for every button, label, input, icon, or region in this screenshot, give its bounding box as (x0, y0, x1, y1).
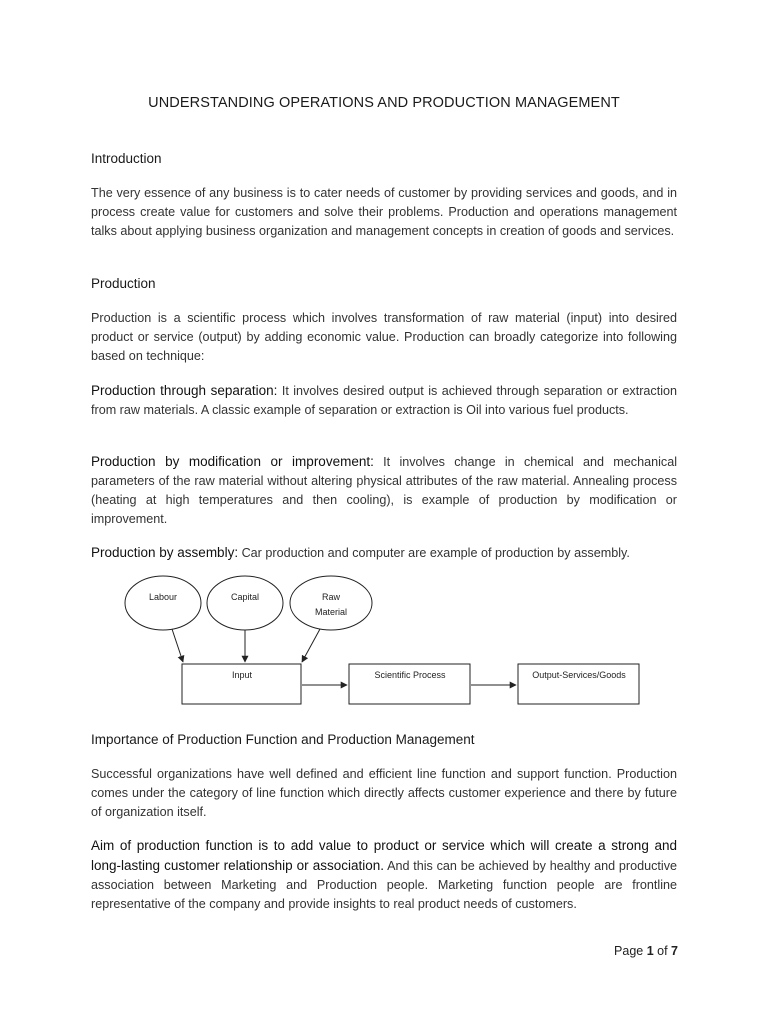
capital-label: Capital (230, 592, 260, 602)
output-box (518, 664, 639, 704)
page-number (614, 944, 678, 958)
assembly-paragraph (91, 543, 677, 563)
aim-lead: Aim of production function is to add value to product or service which will create a strong and long-lasting customer relationship or association. (91, 838, 677, 873)
labour-to-input-arrow (172, 629, 183, 662)
modification-paragraph (91, 452, 677, 529)
aim-paragraph (91, 836, 677, 914)
page-label: Page (614, 944, 647, 958)
modification-lead: Production by modification or improvement: (91, 454, 374, 469)
heading-importance: Importance of Production Function and Production Management (91, 732, 475, 747)
production-paragraph: Production is a scientific process which involves transformation of raw material (input) into desired product or service (output) by adding economic value. Production can broadly categorize into following based on technique: (91, 311, 677, 363)
input-label: Input (231, 670, 253, 680)
input-box (182, 664, 301, 704)
labour-label: Labour (148, 592, 178, 602)
document-title: UNDERSTANDING OPERATIONS AND PRODUCTION MANAGEMENT (148, 95, 620, 111)
separation-paragraph (91, 381, 677, 420)
scientific-process-box (349, 664, 470, 704)
scientific-process-label: Scientific Process (374, 670, 446, 680)
raw-material-to-input-arrow (302, 629, 320, 662)
output-label: Output-Services/Goods (532, 670, 626, 680)
raw-material-label-line1: Raw (321, 592, 341, 602)
raw-material-label-line2: Material (314, 607, 348, 617)
raw-material-node (290, 576, 372, 630)
separation-text: It involves desired output is achieved through separation or extraction from raw materials. A classic example of separation or extraction is Oil into various fuel products. (91, 384, 678, 417)
modification-text: It involves change in chemical and mechanical parameters of the raw material without altering physical attributes of the raw material. Annealing process (heating at high temperatures and then cooling), is example of production by modification or improvement. (91, 455, 677, 526)
capital-node (207, 576, 283, 630)
assembly-lead: Production by assembly: (91, 545, 239, 560)
aim-text: And this can be achieved by healthy and productive association between Marketing and Production people. Marketing function people are frontline representative of the company and provide insights to real product needs of customers. (91, 859, 677, 911)
labour-node (125, 576, 201, 630)
intro-paragraph: The very essence of any business is to cater needs of customer by providing services and goods, and in process create value for customers and solve their problems. Production and operations management talks about applying business organization and management concepts in creation of goods and services. (91, 186, 677, 238)
heading-introduction: Introduction (91, 151, 162, 166)
of-label: of (653, 944, 672, 958)
current-page: 1 (646, 944, 654, 958)
assembly-text: Car production and computer are example of production by assembly. (238, 546, 630, 560)
importance-paragraph: Successful organizations have well defined and efficient line function and support function. Production comes under the category of line function which directly affects customer experience and there by future of organization itself. (91, 767, 677, 819)
separation-lead: Production through separation: (91, 383, 278, 398)
total-pages: 7 (671, 944, 678, 958)
heading-production: Production (91, 276, 156, 291)
